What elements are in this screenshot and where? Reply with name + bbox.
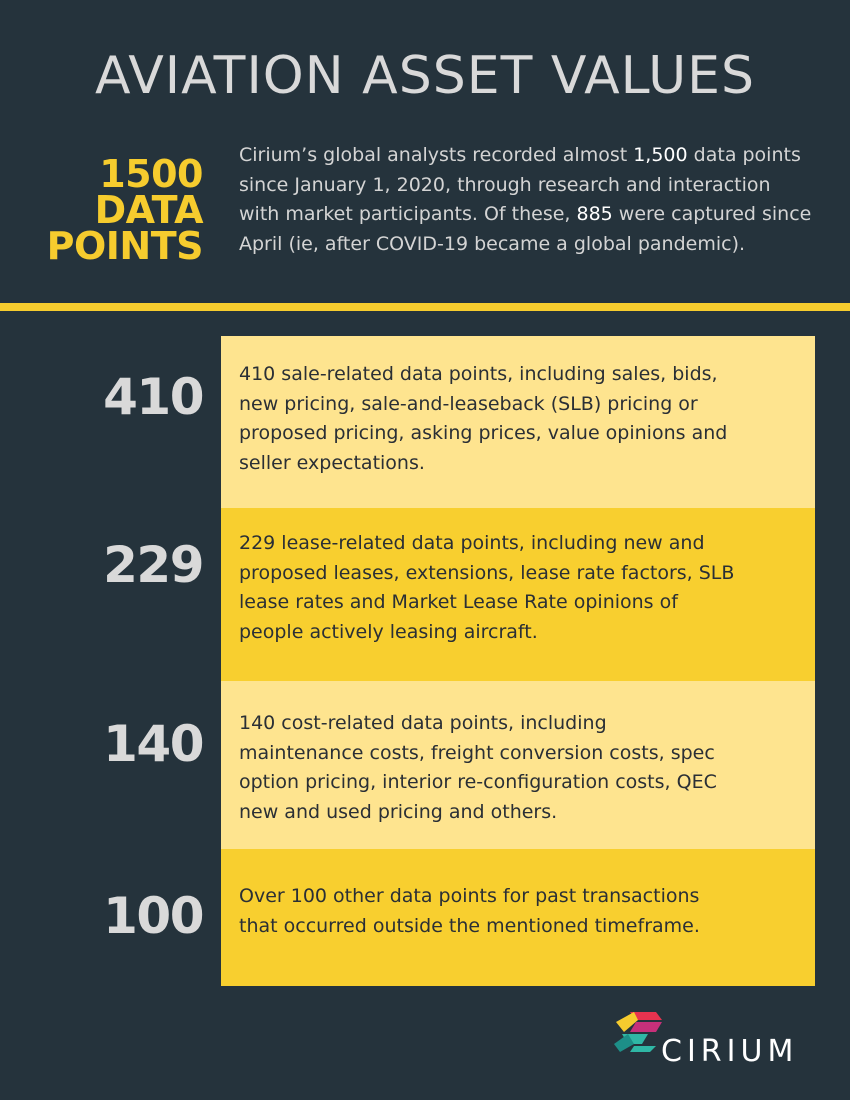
headline-word-data: DATA: [94, 188, 203, 232]
logo-wordmark: CIRIUM: [661, 1034, 799, 1069]
item-description: [239, 360, 799, 478]
headline-stat: [20, 152, 203, 268]
item-line: proposed leases, extensions, lease rate factors, SLB: [239, 561, 735, 584]
item-line: 140 cost-related data points, including: [239, 712, 607, 734]
intro-highlight-since-april: 885: [576, 203, 613, 225]
item-number: 100: [103, 887, 203, 945]
item-line: 410 sale-related data points, including sales, bids,: [239, 363, 718, 385]
intro-highlight-total: 1,500: [633, 144, 688, 166]
item-number: 140: [103, 715, 203, 773]
item-line: maintenance costs, freight conversion costs, spec: [239, 741, 715, 764]
item-description: [239, 709, 799, 827]
item-line: Over 100 other data points for past transactions: [239, 885, 700, 907]
item-line: proposed pricing, asking prices, value opinions and: [239, 422, 728, 444]
item-description: [239, 529, 799, 647]
item-line: that occurred outside the mentioned timeframe.: [239, 914, 700, 937]
intro-text-3: were captured since April (ie, after COVID-19 became a global pandemic).: [239, 203, 812, 255]
intro-text-2: data points since January 1, 2020, through research and interaction with market participants. Of these,: [239, 144, 801, 225]
item-description: [239, 882, 799, 941]
section-divider: [0, 303, 850, 311]
page-title: AVIATION ASSET VALUES: [94, 46, 755, 106]
item-line: seller expectations.: [239, 451, 425, 474]
item-number: 410: [103, 368, 203, 426]
item-line: people actively leasing aircraft.: [239, 620, 538, 643]
item-line: 229 lease-related data points, including new and: [239, 532, 705, 554]
item-number: 229: [103, 536, 203, 594]
intro-paragraph: [239, 141, 814, 259]
intro-text-1: Cirium’s global analysts recorded almost: [239, 144, 634, 166]
item-line: option pricing, interior re-configuration costs, QEC: [239, 771, 717, 793]
item-line: new and used pricing and others.: [239, 800, 558, 823]
headline-number: 1500: [99, 152, 203, 196]
headline-word-points: POINTS: [46, 224, 203, 268]
item-line: new pricing, sale-and-leaseback (SLB) pricing or: [239, 392, 698, 415]
item-line: lease rates and Market Lease Rate opinions of: [239, 591, 678, 613]
